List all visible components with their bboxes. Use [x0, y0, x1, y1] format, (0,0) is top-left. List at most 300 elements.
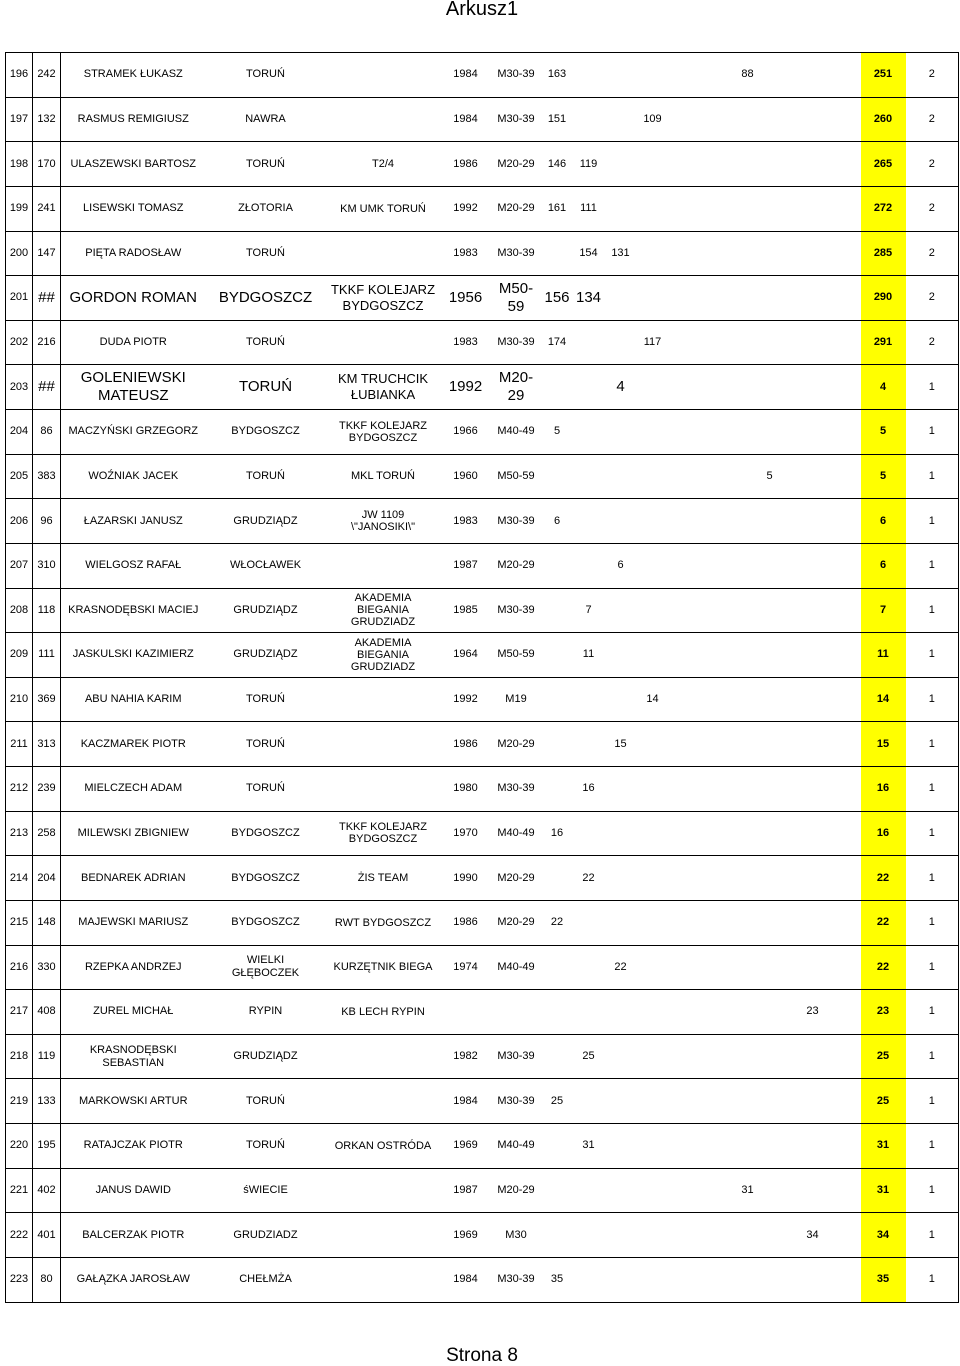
- total-score-cell: 272: [861, 186, 906, 231]
- table-row: [6, 142, 959, 187]
- rank-cell: 196: [6, 53, 33, 98]
- category-cell: M40-49: [491, 1124, 542, 1169]
- bib-number-cell: 96: [33, 499, 61, 544]
- rank-cell: 217: [6, 990, 33, 1035]
- total-score-cell: 16: [861, 767, 906, 812]
- rank-cell: 221: [6, 1168, 33, 1213]
- score-cell: [797, 499, 829, 544]
- score-cell: [573, 900, 605, 945]
- score-cell: 25: [542, 1079, 573, 1124]
- rank-cell: 223: [6, 1257, 33, 1302]
- score-cell: [669, 588, 701, 633]
- bib-number-cell: 170: [33, 142, 61, 187]
- count-cell: 1: [906, 767, 959, 812]
- score-cell: [797, 320, 829, 365]
- score-cell: [573, 1257, 605, 1302]
- runner-name-cell: ZUREL MICHAŁ: [61, 990, 206, 1035]
- score-cell: [735, 142, 761, 187]
- bib-number-cell: 80: [33, 1257, 61, 1302]
- score-cell: [669, 1168, 701, 1213]
- score-cell: [779, 588, 797, 633]
- score-cell: [797, 186, 829, 231]
- score-cell: [701, 1257, 735, 1302]
- score-cell: [701, 365, 735, 410]
- birth-year-cell: 1992: [441, 677, 491, 722]
- birth-year-cell: 1970: [441, 811, 491, 856]
- score-cell: [701, 990, 735, 1035]
- score-cell: [669, 1213, 701, 1258]
- birth-year-cell: 1983: [441, 499, 491, 544]
- score-cell: [779, 633, 797, 678]
- score-cell: [829, 588, 861, 633]
- score-cell: 156: [542, 276, 573, 321]
- score-cell: [797, 410, 829, 455]
- birth-year-cell: 1992: [441, 365, 491, 410]
- score-cell: [829, 320, 861, 365]
- score-cell: [761, 231, 779, 276]
- score-cell: [779, 1168, 797, 1213]
- club-cell: [326, 97, 441, 142]
- score-cell: 161: [542, 186, 573, 231]
- score-cell: [701, 811, 735, 856]
- score-cell: [701, 1034, 735, 1079]
- score-cell: [735, 454, 761, 499]
- table-row: [6, 1257, 959, 1302]
- score-cell: 134: [573, 276, 605, 321]
- score-cell: [701, 900, 735, 945]
- score-cell: [761, 588, 779, 633]
- score-cell: [829, 365, 861, 410]
- score-cell: [637, 1168, 669, 1213]
- city-cell: BYDGOSZCZ: [206, 410, 326, 455]
- score-cell: [669, 410, 701, 455]
- score-cell: [735, 722, 761, 767]
- score-cell: [829, 722, 861, 767]
- score-cell: [701, 856, 735, 901]
- score-cell: [735, 677, 761, 722]
- score-cell: [669, 142, 701, 187]
- score-cell: 111: [573, 186, 605, 231]
- category-cell: M30-39: [491, 320, 542, 365]
- rank-cell: 215: [6, 900, 33, 945]
- city-cell: CHEŁMŻA: [206, 1257, 326, 1302]
- score-cell: [542, 588, 573, 633]
- total-score-cell: 291: [861, 320, 906, 365]
- score-cell: [761, 1213, 779, 1258]
- score-cell: 35: [542, 1257, 573, 1302]
- total-score-cell: 251: [861, 53, 906, 98]
- rank-cell: 205: [6, 454, 33, 499]
- score-cell: 146: [542, 142, 573, 187]
- category-cell: M30-39: [491, 1257, 542, 1302]
- total-score-cell: 22: [861, 900, 906, 945]
- category-cell: M30-39: [491, 231, 542, 276]
- category-cell: M30-39: [491, 1079, 542, 1124]
- birth-year-cell: 1966: [441, 410, 491, 455]
- score-cell: [797, 142, 829, 187]
- runner-name-cell: MILEWSKI ZBIGNIEW: [61, 811, 206, 856]
- score-cell: [573, 1213, 605, 1258]
- total-score-cell: 31: [861, 1168, 906, 1213]
- rank-cell: 214: [6, 856, 33, 901]
- score-cell: [797, 97, 829, 142]
- score-cell: [701, 320, 735, 365]
- score-cell: [605, 1079, 637, 1124]
- score-cell: [761, 1079, 779, 1124]
- score-cell: [669, 811, 701, 856]
- score-cell: [573, 410, 605, 455]
- count-cell: 1: [906, 990, 959, 1035]
- score-cell: [797, 633, 829, 678]
- table-row: [6, 856, 959, 901]
- score-cell: [779, 454, 797, 499]
- score-cell: [779, 231, 797, 276]
- city-cell: śWIECIE: [206, 1168, 326, 1213]
- club-cell: KM UMK TORUŃ: [326, 186, 441, 231]
- score-cell: [669, 1079, 701, 1124]
- score-cell: [637, 990, 669, 1035]
- score-cell: [761, 320, 779, 365]
- city-cell: GRUDZIĄDZ: [206, 499, 326, 544]
- birth-year-cell: 1986: [441, 722, 491, 767]
- score-cell: [779, 97, 797, 142]
- table-row: [6, 53, 959, 98]
- birth-year-cell: [441, 990, 491, 1035]
- birth-year-cell: 1984: [441, 1079, 491, 1124]
- city-cell: BYDGOSZCZ: [206, 276, 326, 321]
- score-cell: [735, 588, 761, 633]
- score-cell: [637, 856, 669, 901]
- score-cell: [779, 990, 797, 1035]
- rank-cell: 211: [6, 722, 33, 767]
- club-cell: T2/4: [326, 142, 441, 187]
- score-cell: [637, 276, 669, 321]
- score-cell: [669, 231, 701, 276]
- score-cell: [637, 588, 669, 633]
- score-cell: [701, 543, 735, 588]
- club-cell: KB LECH RYPIN: [326, 990, 441, 1035]
- club-cell: AKADEMIA BIEGANIA GRUDZIADZ: [326, 588, 441, 633]
- score-cell: [542, 454, 573, 499]
- score-cell: [637, 811, 669, 856]
- score-cell: [829, 856, 861, 901]
- score-cell: [761, 186, 779, 231]
- runner-name-cell: KRASNODĘBSKI MACIEJ: [61, 588, 206, 633]
- score-cell: [797, 543, 829, 588]
- score-cell: [605, 276, 637, 321]
- score-cell: [542, 543, 573, 588]
- score-cell: [779, 767, 797, 812]
- score-cell: [542, 1034, 573, 1079]
- score-cell: [829, 499, 861, 544]
- score-cell: [797, 1079, 829, 1124]
- score-cell: [761, 767, 779, 812]
- score-cell: [797, 767, 829, 812]
- table-row: [6, 499, 959, 544]
- bib-number-cell: ##: [33, 276, 61, 321]
- category-cell: M30-39: [491, 53, 542, 98]
- birth-year-cell: 1992: [441, 186, 491, 231]
- city-cell: TORUŃ: [206, 53, 326, 98]
- table-row: [6, 1124, 959, 1169]
- score-cell: [779, 811, 797, 856]
- runner-name-cell: PIĘTA RADOSŁAW: [61, 231, 206, 276]
- category-cell: M20-29: [491, 142, 542, 187]
- count-cell: 1: [906, 900, 959, 945]
- score-cell: [779, 1213, 797, 1258]
- bib-number-cell: 310: [33, 543, 61, 588]
- score-cell: [701, 945, 735, 990]
- score-cell: [829, 276, 861, 321]
- score-cell: [761, 990, 779, 1035]
- score-cell: [542, 365, 573, 410]
- score-cell: [797, 1124, 829, 1169]
- table-row: [6, 320, 959, 365]
- score-cell: [637, 543, 669, 588]
- score-cell: [701, 1124, 735, 1169]
- club-cell: [326, 1257, 441, 1302]
- club-cell: KM TRUCHCIK ŁUBIANKA: [326, 365, 441, 410]
- score-cell: 16: [542, 811, 573, 856]
- score-cell: [669, 454, 701, 499]
- bib-number-cell: 86: [33, 410, 61, 455]
- score-cell: 16: [573, 767, 605, 812]
- bib-number-cell: 133: [33, 1079, 61, 1124]
- category-cell: M40-49: [491, 811, 542, 856]
- score-cell: [605, 97, 637, 142]
- bib-number-cell: 408: [33, 990, 61, 1035]
- club-cell: AKADEMIA BIEGANIA GRUDZIADZ: [326, 633, 441, 678]
- score-cell: 109: [637, 97, 669, 142]
- score-cell: [573, 677, 605, 722]
- score-cell: 6: [542, 499, 573, 544]
- score-cell: [701, 1168, 735, 1213]
- birth-year-cell: 1969: [441, 1213, 491, 1258]
- score-cell: 25: [573, 1034, 605, 1079]
- club-cell: [326, 320, 441, 365]
- city-cell: TORUŃ: [206, 142, 326, 187]
- runner-name-cell: STRAMEK ŁUKASZ: [61, 53, 206, 98]
- score-cell: [829, 633, 861, 678]
- score-cell: [573, 1168, 605, 1213]
- score-cell: [637, 1213, 669, 1258]
- birth-year-cell: 1983: [441, 231, 491, 276]
- score-cell: [701, 410, 735, 455]
- birth-year-cell: 1984: [441, 53, 491, 98]
- total-score-cell: 5: [861, 454, 906, 499]
- score-cell: [669, 633, 701, 678]
- category-cell: M40-49: [491, 945, 542, 990]
- runner-name-cell: BEDNAREK ADRIAN: [61, 856, 206, 901]
- birth-year-cell: 1985: [441, 588, 491, 633]
- total-score-cell: 34: [861, 1213, 906, 1258]
- score-cell: [829, 543, 861, 588]
- category-cell: M50-59: [491, 454, 542, 499]
- score-cell: [637, 1034, 669, 1079]
- score-cell: [829, 1213, 861, 1258]
- score-cell: 151: [542, 97, 573, 142]
- score-cell: [735, 320, 761, 365]
- category-cell: M20-29: [491, 543, 542, 588]
- table-row: [6, 900, 959, 945]
- score-cell: [605, 767, 637, 812]
- category-cell: M20-29: [491, 1168, 542, 1213]
- bib-number-cell: 147: [33, 231, 61, 276]
- rank-cell: 202: [6, 320, 33, 365]
- score-cell: [779, 1124, 797, 1169]
- total-score-cell: 25: [861, 1079, 906, 1124]
- city-cell: GRUDZIĄDZ: [206, 588, 326, 633]
- score-cell: [637, 53, 669, 98]
- category-cell: M30-39: [491, 1034, 542, 1079]
- count-cell: 1: [906, 722, 959, 767]
- score-cell: [797, 1257, 829, 1302]
- score-cell: [701, 677, 735, 722]
- score-cell: [669, 945, 701, 990]
- table-row: [6, 811, 959, 856]
- club-cell: JW 1109 \"JANOSIKI\": [326, 499, 441, 544]
- score-cell: [797, 856, 829, 901]
- total-score-cell: 11: [861, 633, 906, 678]
- runner-name-cell: JANUS DAWID: [61, 1168, 206, 1213]
- score-cell: [761, 811, 779, 856]
- club-cell: TKKF KOLEJARZ BYDGOSZCZ: [326, 410, 441, 455]
- score-cell: [761, 142, 779, 187]
- score-cell: [669, 1257, 701, 1302]
- score-cell: [829, 767, 861, 812]
- score-cell: [761, 856, 779, 901]
- score-cell: [605, 499, 637, 544]
- birth-year-cell: 1964: [441, 633, 491, 678]
- category-cell: M30: [491, 1213, 542, 1258]
- total-score-cell: 290: [861, 276, 906, 321]
- runner-name-cell: MARKOWSKI ARTUR: [61, 1079, 206, 1124]
- score-cell: [779, 499, 797, 544]
- total-score-cell: 25: [861, 1034, 906, 1079]
- rank-cell: 208: [6, 588, 33, 633]
- score-cell: 31: [735, 1168, 761, 1213]
- birth-year-cell: 1987: [441, 1168, 491, 1213]
- score-cell: 174: [542, 320, 573, 365]
- runner-name-cell: WOŹNIAK JACEK: [61, 454, 206, 499]
- score-cell: [779, 276, 797, 321]
- score-cell: [779, 365, 797, 410]
- score-cell: [779, 1257, 797, 1302]
- sheet-title: Arkusz1: [445, 0, 519, 20]
- score-cell: [605, 410, 637, 455]
- table-row: [6, 186, 959, 231]
- runner-name-cell: LISEWSKI TOMASZ: [61, 186, 206, 231]
- runner-name-cell: RZEPKA ANDRZEJ: [61, 945, 206, 990]
- bib-number-cell: 132: [33, 97, 61, 142]
- score-cell: [669, 320, 701, 365]
- city-cell: WŁOCŁAWEK: [206, 543, 326, 588]
- score-cell: [637, 767, 669, 812]
- rank-cell: 206: [6, 499, 33, 544]
- runner-name-cell: DUDA PIOTR: [61, 320, 206, 365]
- club-cell: [326, 53, 441, 98]
- count-cell: 1: [906, 811, 959, 856]
- score-cell: [573, 990, 605, 1035]
- score-cell: 6: [605, 543, 637, 588]
- score-cell: [701, 1079, 735, 1124]
- score-cell: [829, 1168, 861, 1213]
- score-cell: [701, 186, 735, 231]
- score-cell: 23: [797, 990, 829, 1035]
- score-cell: [761, 945, 779, 990]
- table-row: [6, 1079, 959, 1124]
- score-cell: [829, 900, 861, 945]
- club-cell: KURZĘTNIK BIEGA: [326, 945, 441, 990]
- runner-name-cell: RASMUS REMIGIUSZ: [61, 97, 206, 142]
- birth-year-cell: 1984: [441, 1257, 491, 1302]
- score-cell: [573, 320, 605, 365]
- birth-year-cell: 1969: [441, 1124, 491, 1169]
- score-cell: [761, 1257, 779, 1302]
- table-row: [6, 722, 959, 767]
- score-cell: [761, 1124, 779, 1169]
- score-cell: [637, 454, 669, 499]
- category-cell: M50-59: [491, 276, 542, 321]
- club-cell: MKL TORUŃ: [326, 454, 441, 499]
- rank-cell: 216: [6, 945, 33, 990]
- runner-name-cell: ŁAZARSKI JANUSZ: [61, 499, 206, 544]
- table-row: [6, 990, 959, 1035]
- score-cell: [779, 320, 797, 365]
- score-cell: [797, 454, 829, 499]
- city-cell: TORUŃ: [206, 320, 326, 365]
- score-cell: [701, 276, 735, 321]
- score-cell: 34: [797, 1213, 829, 1258]
- score-cell: [761, 677, 779, 722]
- score-cell: [605, 856, 637, 901]
- score-cell: [779, 53, 797, 98]
- score-cell: [605, 320, 637, 365]
- score-cell: [605, 53, 637, 98]
- birth-year-cell: 1956: [441, 276, 491, 321]
- total-score-cell: 5: [861, 410, 906, 455]
- total-score-cell: 14: [861, 677, 906, 722]
- score-cell: [735, 1124, 761, 1169]
- rank-cell: 203: [6, 365, 33, 410]
- count-cell: 1: [906, 1168, 959, 1213]
- category-cell: M30-39: [491, 588, 542, 633]
- count-cell: 1: [906, 454, 959, 499]
- table-row: [6, 454, 959, 499]
- bib-number-cell: 369: [33, 677, 61, 722]
- score-cell: [605, 588, 637, 633]
- score-cell: [637, 1257, 669, 1302]
- score-cell: [701, 97, 735, 142]
- score-cell: [735, 365, 761, 410]
- total-score-cell: 22: [861, 856, 906, 901]
- total-score-cell: 265: [861, 142, 906, 187]
- bib-number-cell: 204: [33, 856, 61, 901]
- rank-cell: 201: [6, 276, 33, 321]
- score-cell: [637, 499, 669, 544]
- birth-year-cell: 1960: [441, 454, 491, 499]
- rank-cell: 219: [6, 1079, 33, 1124]
- results-table-body: [6, 53, 959, 1303]
- score-cell: 163: [542, 53, 573, 98]
- runner-name-cell: KACZMAREK PIOTR: [61, 722, 206, 767]
- runner-name-cell: BALCERZAK PIOTR: [61, 1213, 206, 1258]
- score-cell: [605, 1168, 637, 1213]
- score-cell: [605, 677, 637, 722]
- table-row: [6, 1168, 959, 1213]
- score-cell: 88: [735, 53, 761, 98]
- club-cell: [326, 1079, 441, 1124]
